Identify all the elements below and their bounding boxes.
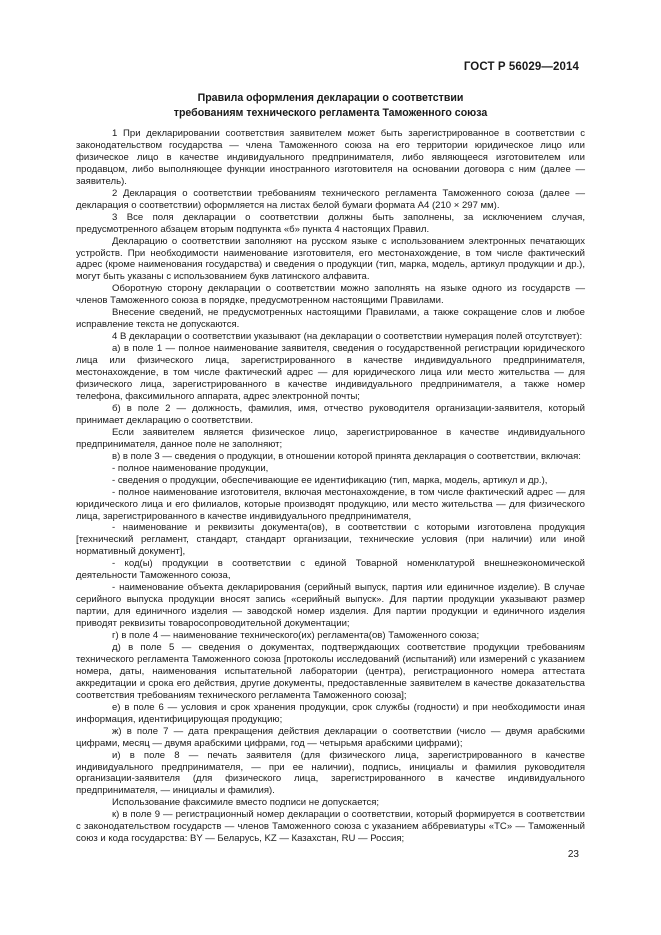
page-number: 23 — [567, 849, 579, 860]
paragraph: Если заявителем является физическое лицо, зарегистрированное в качестве индивидуального предпринимателя, данное поле не заполняют; — [76, 426, 585, 450]
paragraph: и) в поле 8 — печать заявителя (для физического лица, зарегистрированного в качестве индивидуального предпринимателя, — при ее наличии), подпись, инициалы и фамилия руководителя организации-заявителя (для физического лица, зарегистрированного в качестве индивидуального предпринимателя, — инициалы и фамилия). — [76, 749, 585, 797]
list-item: - полное наименование изготовителя, включая местонахождение, в том числе фактический адрес — для юридического лица и его филиалов, которые производят продукцию, или место жительства — для физического лица, зарегистрированного в качестве индивидуального предпринимателя, — [76, 486, 585, 522]
list-item: - наименование и реквизиты документа(ов), в соответствии с которыми изготовлена продукция [технический регламент, стандарт, стандарт организации, технические условия (при наличии) или иной нормативный документ], — [76, 522, 585, 558]
list-item: - код(ы) продукции в соответствии с единой Товарной номенклатурой внешнеэкономической деятельности Таможенного союза, — [76, 558, 585, 582]
list-item: - полное наименование продукции, — [112, 462, 269, 474]
paragraph: к) в поле 9 — регистрационный номер декларации о соответствии, который формируется в соответствии с законодательством государств — членов Таможенного союза с указанием аббревиатуры «ТС» — Таможенный союз и кода государства: BY — Беларусь, KZ — Казахстан, RU — Россия; — [76, 809, 585, 845]
title-line-1: Правила оформления декларации о соответствии — [197, 92, 464, 104]
body-text — [76, 128, 585, 845]
list-item: - сведения о продукции, обеспечивающие ее идентификацию (тип, марка, модель, артикул и др.), — [112, 474, 548, 486]
paragraph: г) в поле 4 — наименование технического(их) регламента(ов) Таможенного союза; — [112, 630, 480, 642]
paragraph: Оборотную сторону декларации о соответствии можно заполнять на языке одного из государств — членов Таможенного союза в порядке, предусмотренном настоящими Правилами. — [76, 283, 585, 307]
paragraph: 2 Декларация о соответствии требованиям технического регламента Таможенного союза (далее — декларация о соответствии) оформляется на листах белой бумаги формата А4 (210 × 297 мм). — [76, 187, 585, 211]
paragraph: а) в поле 1 — полное наименование заявителя, сведения о государственной регистрации юридического лица или физического лица, зарегистрированного в качестве индивидуального предпринимателя, местонахождение, в том числе фактический адрес — для юридического лица или место жительства — для физического лица, зарегистрированного в качестве индивидуального предпринимателя, а также номер телефона, факсимильного аппарата, адрес электронной почты; — [76, 343, 585, 402]
section-title — [0, 91, 661, 120]
paragraph: 1 При декларировании соответствия заявителем может быть зарегистрированное в соответствии с законодательством государства — члена Таможенного союза на его территории юридическое лицо или физическое лицо в качестве индивидуального предпринимателя, либо являющееся изготовителем или продавцом, либо выполняющее функции иностранного изготовителя на основании договора с ним (далее — заявитель). — [76, 128, 585, 187]
paragraph: Декларацию о соответствии заполняют на русском языке с использованием электронных печатающих устройств. При необходимости наименование изготовителя, его местонахождение, в том числе фактический адрес (кроме наименования государства) и сведения о продукции (тип, марка, модель, артикул продукции и др.), могут быть указаны с использованием букв латинского алфавита. — [76, 235, 585, 283]
list-item: - наименование объекта декларирования (серийный выпуск, партия или единичное изделие). В случае серийного выпуска продукции вносят запись «серийный выпуск». Для партии продукции указывают размер партии, для единичного изделия — заводской номер изделия. Для партии продукции и единичного изделия приводят реквизиты товаросопроводительной документации; — [76, 582, 585, 630]
title-line-2: требованиям технического регламента Таможенного союза — [173, 106, 488, 119]
paragraph: 4 В декларации о соответствии указывают (на декларации о соответствии нумерация полей отсутствует): — [112, 331, 583, 343]
paragraph: Внесение сведений, не предусмотренных настоящими Правилами, а также сокращение слов и любое исправление текста не допускаются. — [76, 307, 585, 331]
paragraph: 3 Все поля декларации о соответствии должны быть заполнены, за исключением случая, предусмотренного абзацем вторым подпункта «б» пункта 4 настоящих Правил. — [76, 211, 585, 235]
paragraph: е) в поле 6 — условия и срок хранения продукции, срок службы (годности) и при необходимости иная информация, идентифицирующая продукцию; — [76, 701, 585, 725]
paragraph: ж) в поле 7 — дата прекращения действия декларации о соответствии (число — двумя арабскими цифрами, месяц — двумя арабскими цифрами, год — четырьмя арабскими цифрами); — [76, 725, 585, 749]
paragraph: д) в поле 5 — сведения о документах, подтверждающих соответствие продукции требованиям технического регламента Таможенного союза [протоколы исследований (испытаний) или измерений с указанием номера, даты, наименования испытательной лаборатории (центра), регистрационного номера аттестата аккредитации и срока его действия, другие документы, предоставленные заявителем в качестве доказательства соответствия требованиям технического регламента Таможенного союза]; — [76, 641, 585, 701]
paragraph: в) в поле 3 — сведения о продукции, в отношении которой принята декларация о соответствии, включая: — [112, 450, 581, 462]
paragraph: Использование факсимиле вместо подписи не допускается; — [112, 797, 380, 809]
document-header: ГОСТ Р 56029—2014 — [463, 61, 579, 73]
paragraph: б) в поле 2 — должность, фамилия, имя, отчество руководителя организации-заявителя, который принимает декларацию о соответствии. — [76, 402, 585, 426]
